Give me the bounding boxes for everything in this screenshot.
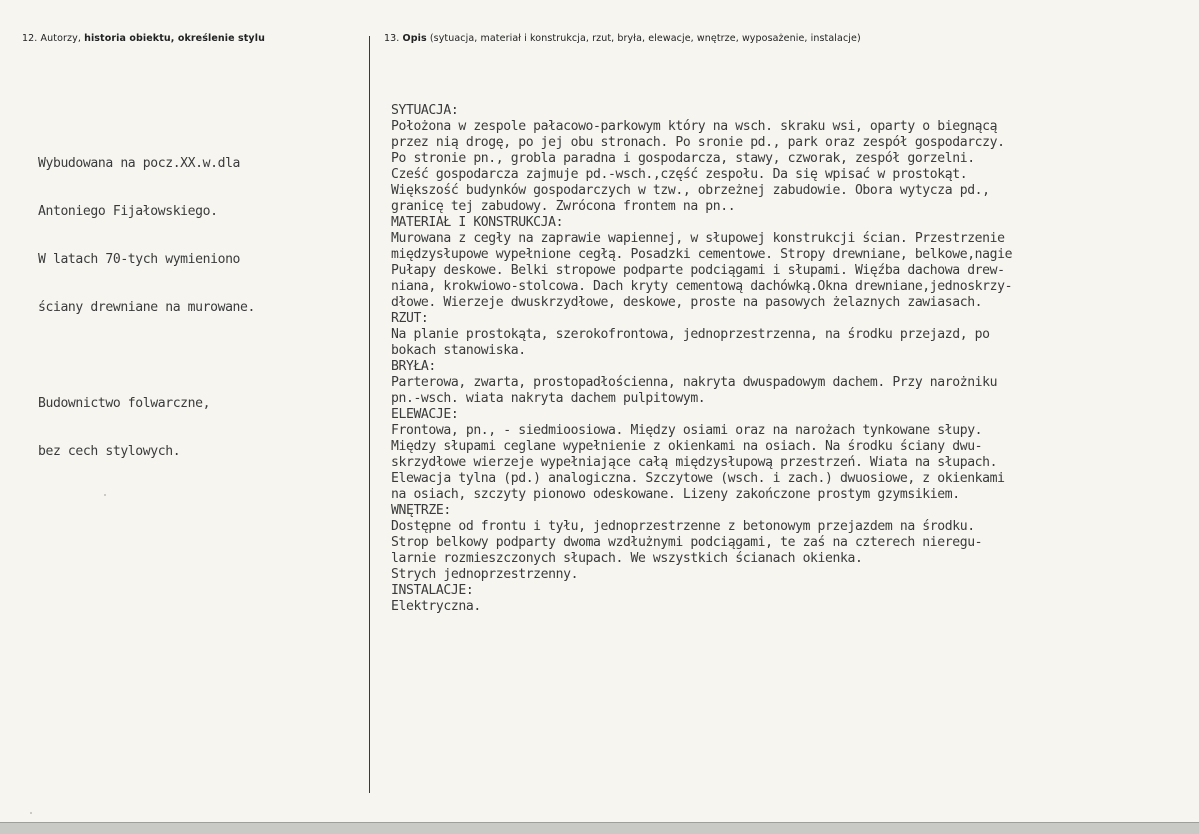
section-13-number: 13. [384, 33, 400, 44]
description-line: Elewacja tylna (pd.) analogiczna. Szczytowe (wsch. i zach.) dwuosiowe, z okienkami [391, 471, 1005, 486]
description-line: Dostępne od frontu i tyłu, jednoprzestrzenne z betonowym przejazdem na środku. [391, 519, 975, 534]
description-line: Pułapy deskowe. Belki stropowe podparte podciągami i słupami. Więźba dachowa drew- [391, 263, 1005, 278]
style-line: Budownictwo folwarczne, [38, 396, 211, 411]
section-12-label: Autorzy, [40, 33, 81, 44]
section-heading: RZUT: [391, 311, 1199, 327]
section-12-number: 12. [22, 33, 38, 44]
section-12-title: historia obiektu, określenie stylu [84, 33, 265, 44]
section-heading: BRYŁA: [391, 359, 1199, 375]
description-line: skrzydłowe wierzeje wypełniające całą międzysłupową przestrzeń. Wiata na słupach. [391, 455, 998, 470]
description-line: międzysłupowe wypełnione cegłą. Posadzki cementowe. Stropy drewniane, belkowe,nagie [391, 247, 1013, 262]
section-12-header [22, 33, 265, 44]
section-heading: ELEWACJE: [391, 407, 1199, 423]
description-line: pn.-wsch. wiata nakryta dachem pulpitowym. [391, 391, 706, 406]
description-line: Między słupami ceglane wypełnienie z okienkami na osiach. Na środku ściany dwu- [391, 439, 983, 454]
description-line: Położona w zespole pałacowo-parkowym który na wsch. skraku wsi, oparty o biegnącą [391, 119, 998, 134]
scan-speck [104, 494, 106, 496]
history-line: Antoniego Fijałowskiego. [38, 204, 218, 219]
description-line: Po stronie pn., grobla paradna i gospodarcza, stawy, czworak, zespół gorzelni. [391, 151, 975, 166]
description-line: na osiach, szczyty pionowo odeskowane. Lizeny zakończone prostym gzymsikiem. [391, 487, 960, 502]
section-heading: WNĘTRZE: [391, 503, 1199, 519]
description-line: Strych jednoprzestrzenny. [391, 567, 579, 582]
description-line: Cześć gospodarcza zajmuje pd.-wsch.,część zespołu. Da się wpisać w prostokąt. [391, 167, 968, 182]
section-heading: MATERIAŁ I KONSTRUKCJA: [391, 215, 1199, 231]
description-line: niana, krokwiowo-stolcowa. Dach kryty cementową dachówką.Okna drewniane,jednoskrzy- [391, 279, 1013, 294]
history-text [38, 124, 255, 492]
section-heading: INSTALACJE: [391, 583, 1199, 599]
description-line: larnie rozmieszczonych słupach. We wszystkich ścianach okienka. [391, 551, 863, 566]
description-line: Parterowa, zwarta, prostopadłościenna, nakryta dwuspadowym dachem. Przy narożniku [391, 375, 998, 390]
description-line: przez nią drogę, po jej obu stronach. Po sronie pd., park oraz zespół gospodarczy. [391, 135, 1005, 150]
scan-speck [30, 812, 32, 814]
description-line: Większość budynków gospodarczych w tzw., obrzeżnej zabudowie. Obora wytycza pd., [391, 183, 990, 198]
scan-bottom-edge [0, 822, 1199, 834]
description-line: Strop belkowy podparty dwoma wzdłużnymi podciągami, te zaś na czterech nieregu- [391, 535, 983, 550]
description-line: granicę tej zabudowy. Zwrócona frontem na pn.. [391, 199, 736, 214]
column-divider [369, 36, 370, 793]
description-line: bokach stanowiska. [391, 343, 526, 358]
description-line: Na planie prostokąta, szerokofrontowa, jednoprzestrzenna, na środku przejazd, po [391, 327, 990, 342]
description-line: Murowana z cegły na zaprawie wapiennej, w słupowej konstrukcji ścian. Przestrzenie [391, 231, 1005, 246]
divider-tick [369, 55, 370, 69]
description-line: Elektryczna. [391, 599, 481, 614]
history-line: W latach 70-tych wymieniono [38, 252, 241, 267]
section-13-title: Opis [402, 33, 427, 44]
paragraph-gap [38, 348, 255, 364]
history-line: ściany drewniane na murowane. [38, 300, 256, 315]
section-heading: SYTUACJA: [391, 103, 1199, 119]
description-line: dłowe. Wierzeje dwuskrzydłowe, deskowe, proste na pasowych żelaznych zawiasach. [391, 295, 983, 310]
section-13-subtitle: (sytuacja, materiał i konstrukcja, rzut, bryła, elewacje, wnętrze, wyposażenie, instalacje) [429, 33, 861, 44]
history-line: Wybudowana na pocz.XX.w.dla [38, 156, 241, 171]
style-line: bez cech stylowych. [38, 444, 181, 459]
description-line: Frontowa, pn., - siedmioosiowa. Między osiami oraz na narożach tynkowane słupy. [391, 423, 983, 438]
section-13-header [384, 33, 861, 44]
description-text [391, 103, 1199, 615]
